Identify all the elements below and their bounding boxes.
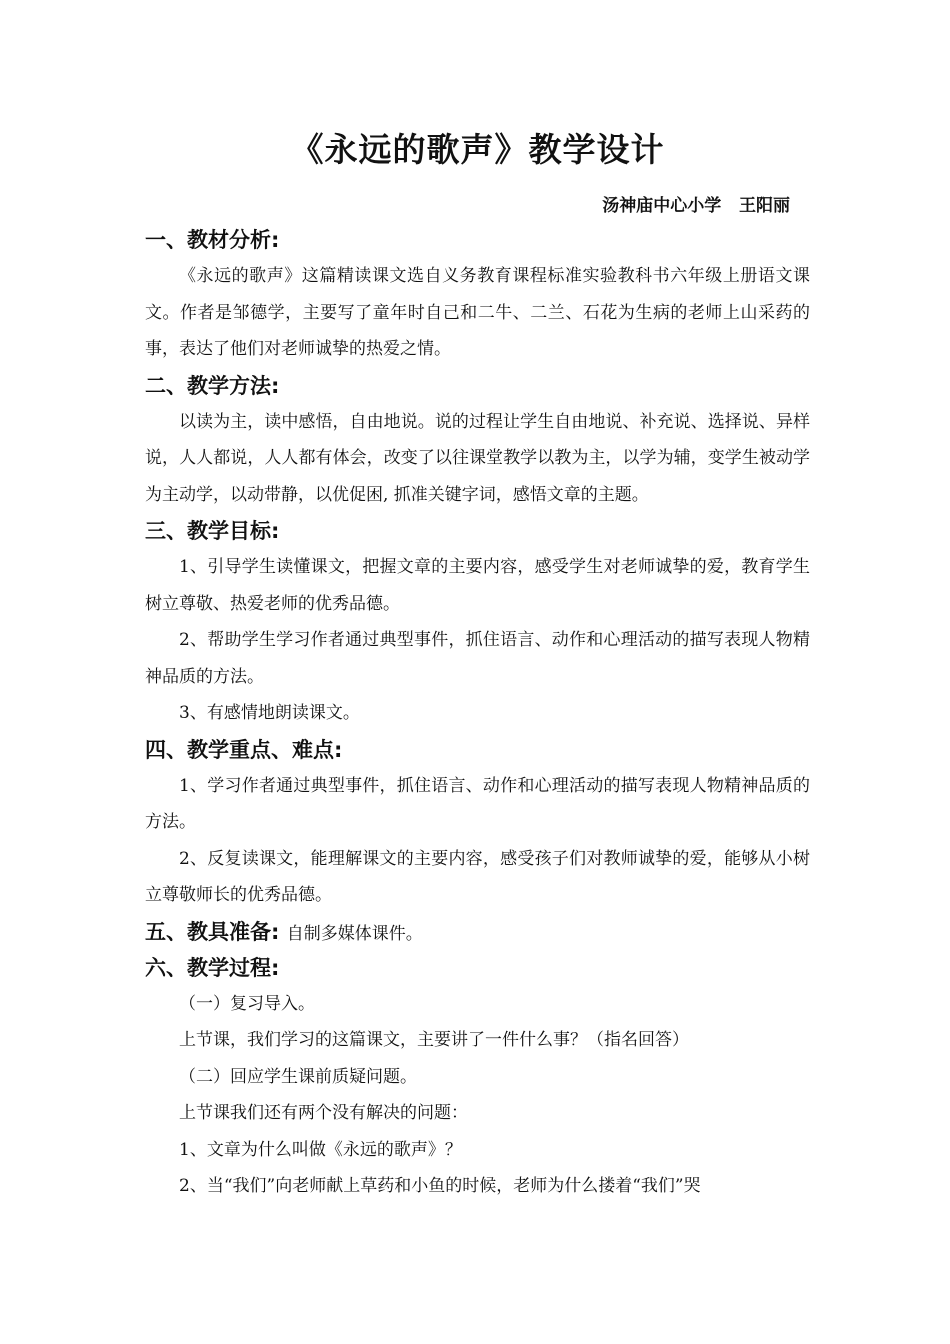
paragraph: 《永远的歌声》这篇精读课文选自义务教育课程标准实验教科书六年级上册语文课文。作者是邹德学，主要写了童年时自己和二牛、二兰、石花为生病的老师上山采药的事，表达了他们对老师诚挚的热爱之情。 bbox=[145, 266, 810, 359]
paragraph: 2、当“我们”向老师献上草药和小鱼的时候，老师为什么搂着“我们”哭 bbox=[179, 1176, 701, 1196]
paragraph: 1、学习作者通过典型事件，抓住语言、动作和心理活动的描写表现人物精神品质的方法。 bbox=[145, 775, 810, 832]
section-heading-textbook-analysis: 一、教材分析: bbox=[145, 228, 280, 252]
section-heading-teaching-process: 六、教学过程: bbox=[145, 955, 280, 980]
paragraph: 1、引导学生读懂课文，把握文章的主要内容，感受学生对老师诚挚的爱，教育学生树立尊敬、热爱老师的优秀品德。 bbox=[145, 557, 810, 614]
paragraph: 上节课我们还有两个没有解决的问题： bbox=[179, 1103, 468, 1123]
section-heading-teaching-goals: 三、教学目标: bbox=[145, 519, 280, 543]
document-page bbox=[145, 128, 810, 1205]
paragraph: 以读为主，读中感悟，自由地说。说的过程让学生自由地说、补充说、选择说、异样说，人人都说，人人都有体会，改变了以往课堂教学以教为主，以学为辅，变学生被动学为主动学，以动带静，以优促困, 抓准关键字词，感悟文章的主题。 bbox=[145, 411, 810, 505]
teaching-aids-text: 自制多媒体课件。 bbox=[286, 923, 423, 944]
paragraph: 2、反复读课文，能理解课文的主要内容，感受孩子们对教师诚挚的爱，能够从小树立尊敬师长的优秀品德。 bbox=[145, 848, 810, 905]
author-line: 汤神庙中心小学 王阳丽 bbox=[602, 196, 790, 216]
paragraph: （一）复习导入。 bbox=[179, 993, 315, 1014]
paragraph: 2、帮助学生学习作者通过典型事件，抓住语言、动作和心理活动的描写表现人物精神品质的方法。 bbox=[145, 630, 810, 687]
paragraph: 3、有感情地朗读课文。 bbox=[179, 703, 360, 723]
paragraph: 上节课，我们学习的这篇课文，主要讲了一件什么事？（指名回答） bbox=[179, 1030, 689, 1050]
section-heading-text: 五、教具准备: bbox=[145, 919, 280, 944]
section-heading-key-points: 四、教学重点、难点: bbox=[145, 737, 343, 762]
document-title: 《永远的歌声》教学设计 bbox=[290, 130, 665, 169]
paragraph: 1、文章为什么叫做《永远的歌声》？ bbox=[179, 1139, 462, 1160]
paragraph: （二）回应学生课前质疑问题。 bbox=[179, 1066, 417, 1087]
section-heading-teaching-method: 二、教学方法: bbox=[145, 373, 280, 398]
section-heading-teaching-aids bbox=[145, 914, 810, 950]
